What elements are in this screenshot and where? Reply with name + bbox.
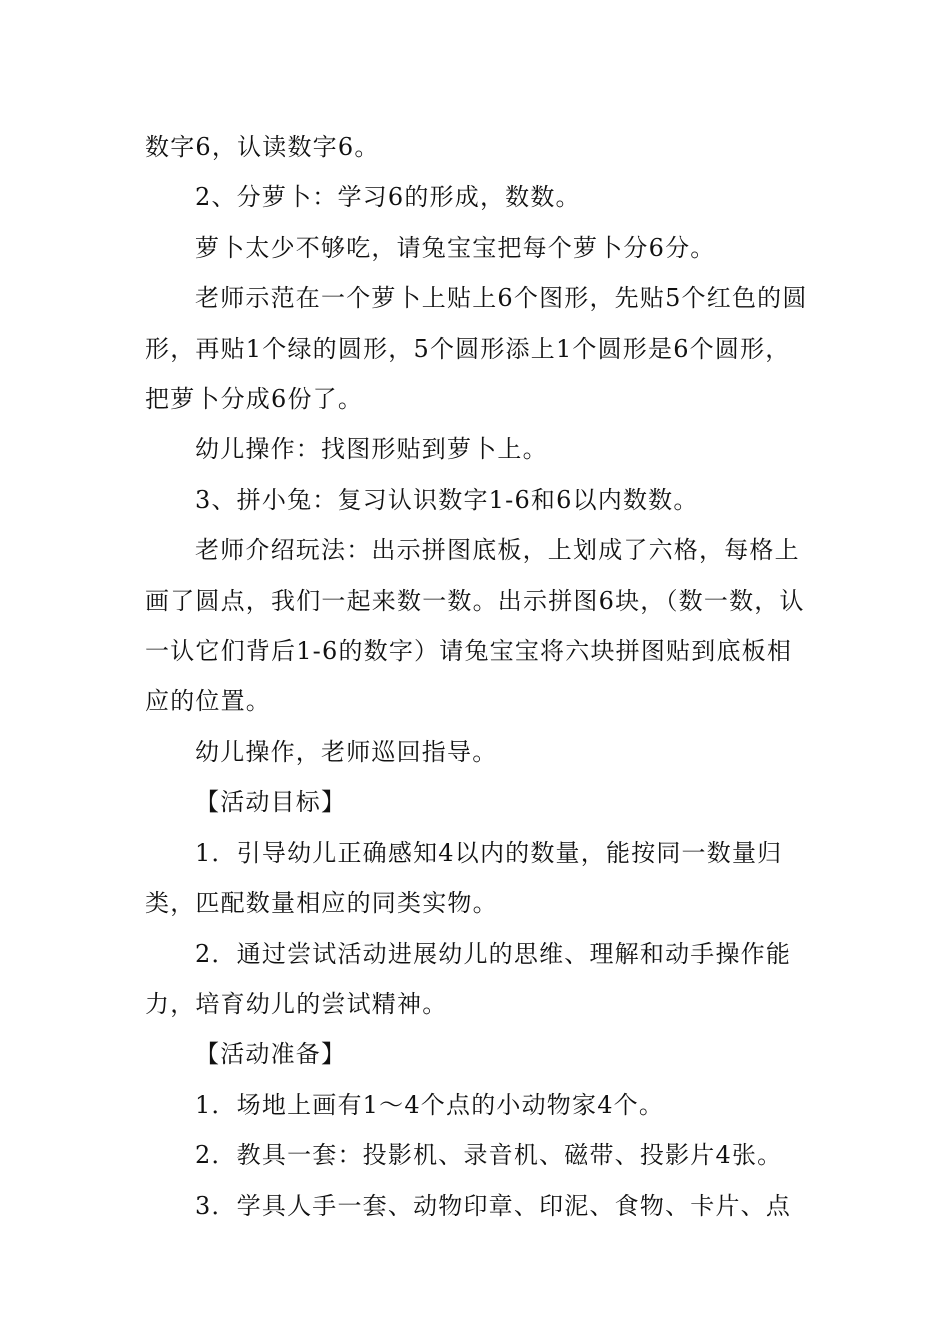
list-item: 2．通过尝试活动进展幼儿的思维、理解和动手操作能力，培育幼儿的尝试精神。 <box>145 939 792 1018</box>
list-item: 3．学具人手一套、动物印章、印泥、食物、卡片、点 <box>195 1191 792 1220</box>
paragraph: 幼儿操作，老师巡回指导。 <box>195 737 498 766</box>
paragraph: 萝卜太少不够吃，请兔宝宝把每个萝卜分6分。 <box>195 233 716 262</box>
list-item: 2．教具一套：投影机、录音机、磁带、投影片4张。 <box>195 1141 783 1170</box>
list-item: 1．引导幼儿正确感知4以内的数量，能按同一数量归类，匹配数量相应的同类实物。 <box>145 838 783 918</box>
paragraph: 幼儿操作：找图形贴到萝卜上。 <box>195 435 548 464</box>
section-heading: 【活动目标】 <box>195 788 347 817</box>
paragraph: 老师介绍玩法：出示拼图底板，上划成了六格，每格上画了圆点，我们一起来数一数。出示拼图6块，（数一数，认一认它们背后1-6的数字）请兔宝宝将六块拼图贴到底板相应的位置。 <box>145 536 805 716</box>
document-body <box>145 122 810 1231</box>
list-item: 1．场地上画有1～4个点的小动物家4个。 <box>195 1090 665 1119</box>
section-heading: 【活动准备】 <box>195 1040 347 1069</box>
paragraph: 2、分萝卜：学习6的形成，数数。 <box>195 183 581 212</box>
paragraph: 3、拼小兔：复习认识数字1-6和6以内数数。 <box>195 485 699 514</box>
paragraph: 老师示范在一个萝卜上贴上6个图形，先贴5个红色的圆形，再贴1个绿的圆形，5个圆形添上1个圆形是6个圆形，把萝卜分成6份了。 <box>145 284 808 414</box>
paragraph: 数字6，认读数字6。 <box>145 133 380 161</box>
